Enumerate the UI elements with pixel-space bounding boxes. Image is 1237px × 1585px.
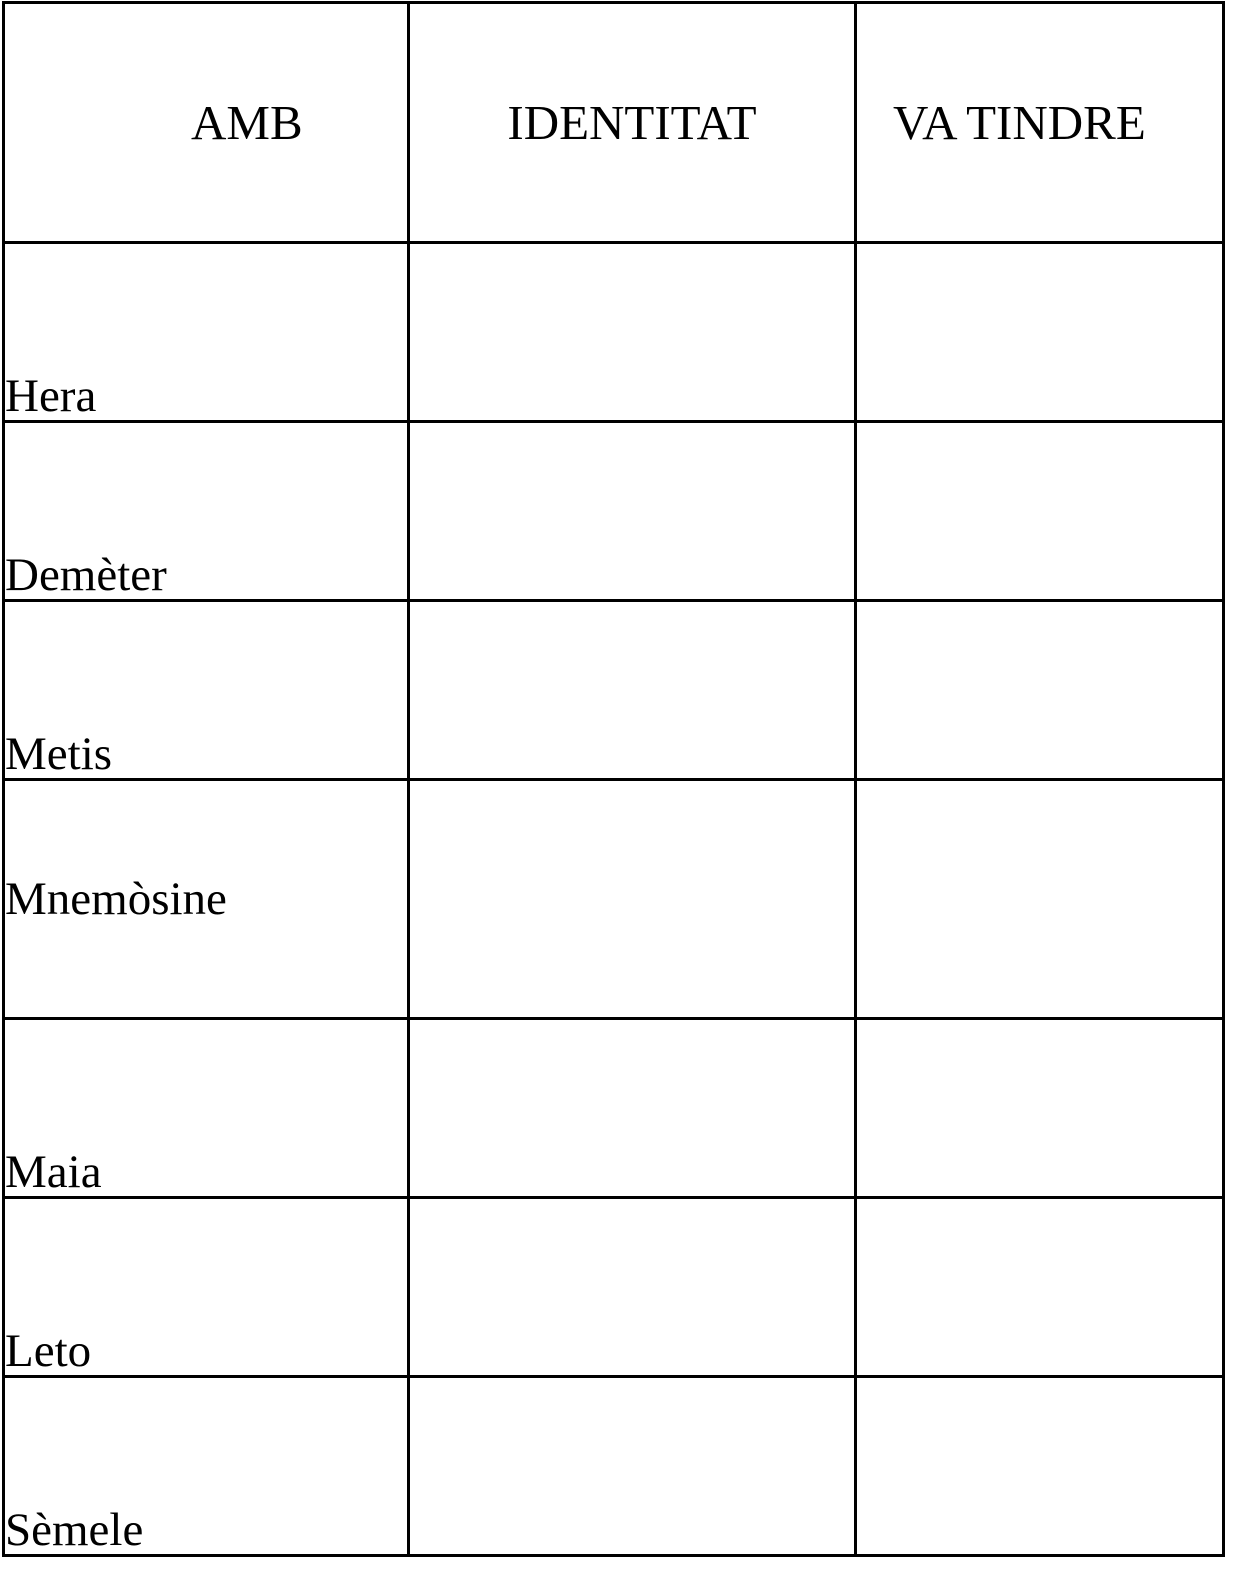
table-header-row	[4, 3, 1224, 243]
identitat-answer-cell[interactable]	[409, 780, 856, 1019]
va-tindre-answer-cell[interactable]	[856, 1019, 1224, 1198]
table-row	[4, 1019, 1224, 1198]
row-name-cell: Sèmele	[4, 1377, 409, 1556]
header-va-tindre: VA TINDRE	[856, 3, 1224, 243]
header-identitat: IDENTITAT	[409, 3, 856, 243]
table-row	[4, 422, 1224, 601]
table-row	[4, 1377, 1224, 1556]
row-name-cell: Demèter	[4, 422, 409, 601]
row-name-cell: Mnemòsine	[4, 780, 409, 1019]
row-name-cell: Metis	[4, 601, 409, 780]
identitat-answer-cell[interactable]	[409, 1377, 856, 1556]
va-tindre-answer-cell[interactable]	[856, 601, 1224, 780]
worksheet-table	[2, 1, 1225, 1557]
va-tindre-answer-cell[interactable]	[856, 1198, 1224, 1377]
va-tindre-answer-cell[interactable]	[856, 780, 1224, 1019]
identitat-answer-cell[interactable]	[409, 422, 856, 601]
row-name-cell: Maia	[4, 1019, 409, 1198]
identitat-answer-cell[interactable]	[409, 601, 856, 780]
va-tindre-answer-cell[interactable]	[856, 1377, 1224, 1556]
table-row	[4, 780, 1224, 1019]
identitat-answer-cell[interactable]	[409, 1019, 856, 1198]
header-amb: AMB	[4, 3, 409, 243]
row-name-cell: Leto	[4, 1198, 409, 1377]
va-tindre-answer-cell[interactable]	[856, 422, 1224, 601]
table-row	[4, 1198, 1224, 1377]
table-row	[4, 601, 1224, 780]
table-row	[4, 243, 1224, 422]
row-name-cell: Hera	[4, 243, 409, 422]
identitat-answer-cell[interactable]	[409, 1198, 856, 1377]
identitat-answer-cell[interactable]	[409, 243, 856, 422]
va-tindre-answer-cell[interactable]	[856, 243, 1224, 422]
